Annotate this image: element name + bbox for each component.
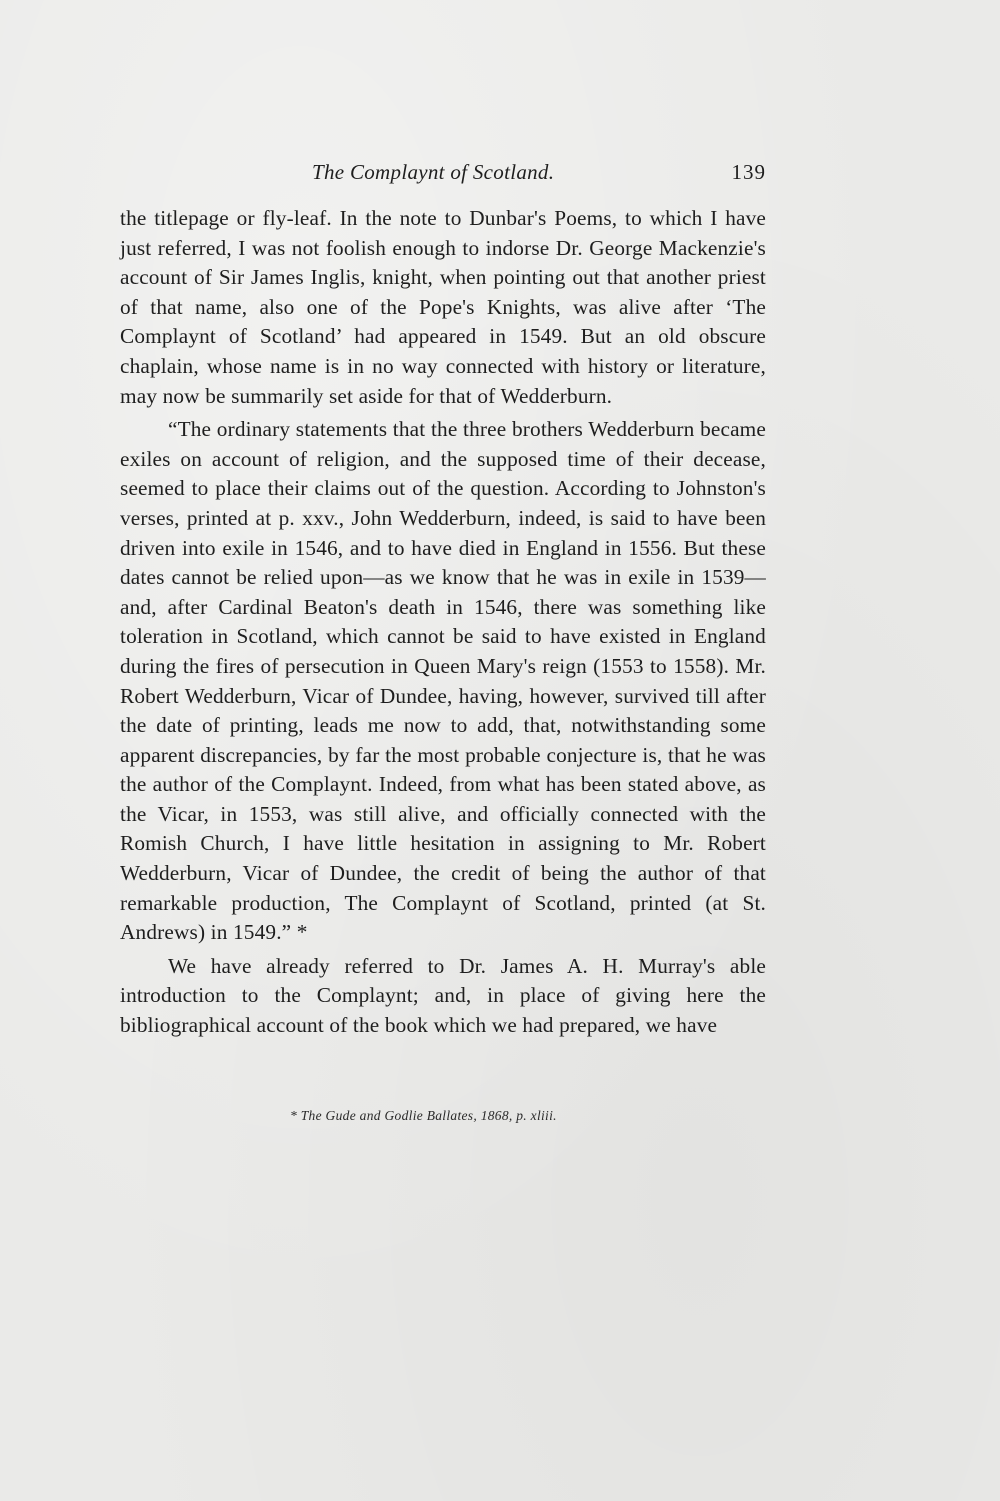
page-number: 139 bbox=[731, 160, 766, 184]
body-text bbox=[120, 204, 766, 1041]
footnote: * The Gude and Godlie Ballates, 1868, p. xliii. bbox=[290, 1108, 557, 1123]
paragraph-quotation: “The ordinary statements that the three brothers Wedderburn became exiles on account of religion, and the supposed time of their decease, seemed to place their claims out of the question. According to Johnston's verses, printed at p. xxv., John Wedderburn, indeed, is said to have been driven into exile in 1546, and to have died in England in 1556. But these dates cannot be relied upon—as we know that he was in exile in 1539—and, after Cardinal Beaton's death in 1546, there was something like toleration in Scotland, which cannot be said to have existed in England during the fires of persecution in Queen Mary's reign (1553 to 1558). Mr. Robert Wedderburn, Vicar of Dundee, having, however, survived till after the date of printing, leads me now to add, that, notwithstanding some apparent discrepancies, by far the most probable conjecture is, that he was the author of the Complaynt. Indeed, from what has been stated above, as the Vicar, in 1553, was still alive, and officially connected with the Romish Church, I have little hesitation in assigning to Mr. Robert Wedderburn, Vicar of Dundee, the credit of being the author of that remarkable production, The Complaynt of Scotland, printed (at St. Andrews) in 1549.” * bbox=[120, 417, 766, 945]
paragraph-continuation: the titlepage or fly-leaf. In the note to Dunbar's Poems, to which I have just referred, I was not foolish enough to indorse Dr. George Mackenzie's account of Sir James Inglis, knight, when pointing out that another priest of that name, also one of the Pope's Knights, was alive after ‘The Complaynt of Scotland’ had appeared in 1549. But an old obscure chaplain, whose name is in no way connected with history or literature, may now be summarily set aside for that of Wedderburn. bbox=[120, 206, 766, 408]
paragraph-murray-introduction: We have already referred to Dr. James A. H. Murray's able introduction to the Complaynt; and, in place of giving here the bibliographical account of the book which we had prepared, we have bbox=[120, 953, 766, 1038]
running-title: The Complaynt of Scotland. bbox=[312, 160, 555, 184]
page-header bbox=[120, 160, 766, 192]
